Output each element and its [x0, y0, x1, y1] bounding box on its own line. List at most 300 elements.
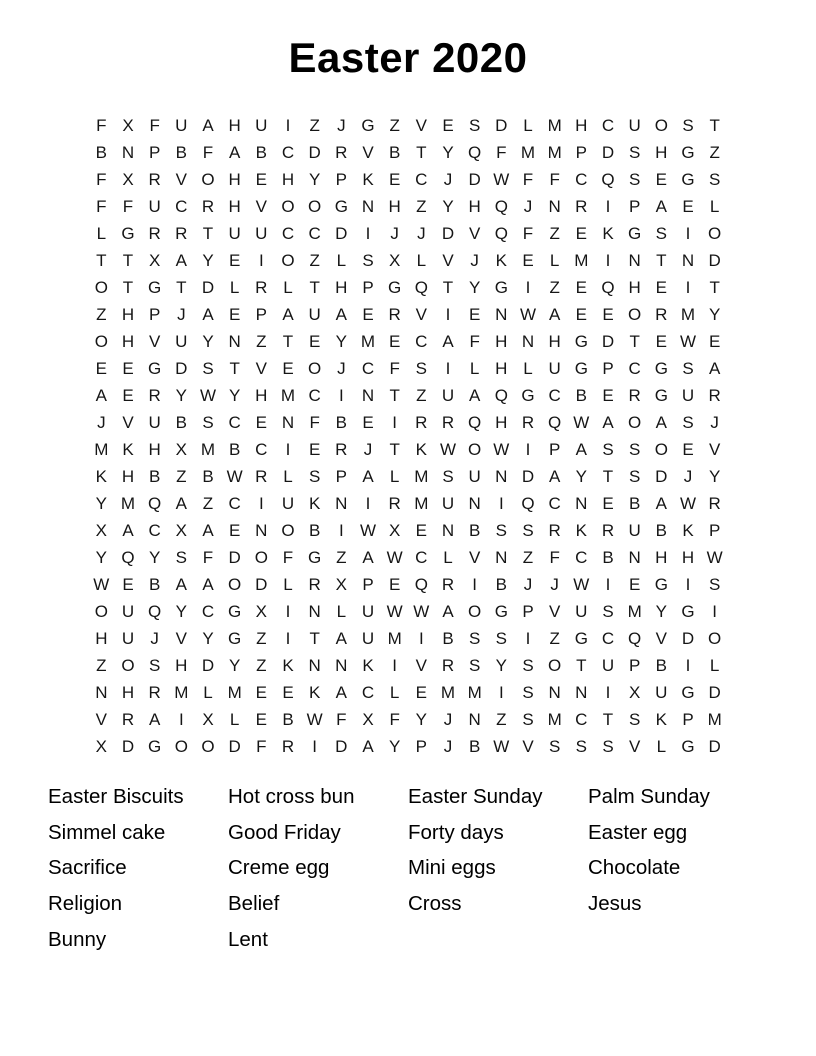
grid-letter: J: [523, 574, 533, 594]
grid-letter: T: [202, 223, 214, 243]
grid-letter: E: [602, 493, 614, 513]
grid-letter: N: [228, 331, 241, 351]
grid-letter: E: [282, 358, 294, 378]
grid-letter: R: [708, 385, 721, 405]
grid-letter: E: [682, 439, 694, 459]
grid-letter: Y: [335, 331, 347, 351]
grid-letter: I: [525, 439, 531, 459]
grid-letter: H: [681, 547, 695, 567]
grid-letter: I: [712, 601, 718, 621]
grid-letter: F: [522, 223, 534, 243]
word-list-item: Easter Biscuits: [48, 785, 184, 808]
grid-letter: I: [285, 115, 291, 135]
grid-letter: F: [282, 547, 294, 567]
grid-letter: A: [202, 115, 214, 135]
grid-letter: W: [386, 601, 403, 621]
grid-letter: E: [255, 709, 267, 729]
grid-letter: M: [227, 682, 242, 702]
grid-letter: X: [122, 169, 134, 189]
grid-letter: H: [121, 466, 135, 486]
grid-letter: N: [441, 520, 455, 540]
grid-letter: V: [95, 709, 107, 729]
grid-letter: C: [175, 196, 188, 216]
grid-letter: F: [96, 169, 107, 189]
grid-letter: G: [148, 358, 162, 378]
grid-letter: S: [495, 520, 507, 540]
grid-letter: B: [628, 493, 641, 513]
grid-letter: K: [122, 439, 134, 459]
grid-letter: O: [708, 628, 722, 648]
word-list-item: Jesus: [588, 892, 642, 916]
grid-letter: M: [174, 682, 189, 702]
grid-letter: N: [495, 466, 508, 486]
grid-letter: I: [472, 574, 478, 594]
grid-letter: B: [95, 142, 107, 162]
grid-letter: U: [441, 493, 455, 513]
grid-letter: Z: [336, 547, 347, 567]
grid-letter: Y: [495, 655, 507, 675]
grid-letter: E: [602, 385, 614, 405]
grid-letter: K: [362, 655, 374, 675]
word-list-column: [228, 779, 408, 958]
grid-letter: E: [228, 304, 241, 324]
grid-letter: S: [602, 439, 614, 459]
grid-letter: U: [308, 304, 321, 324]
grid-letter: E: [442, 115, 454, 135]
grid-letter: H: [468, 196, 481, 216]
grid-letter: S: [708, 169, 721, 189]
grid-letter: G: [681, 682, 695, 702]
grid-letter: C: [255, 439, 268, 459]
grid-letter: L: [283, 277, 293, 297]
grid-letter: U: [575, 601, 588, 621]
grid-letter: D: [228, 736, 241, 756]
grid-letter: X: [95, 736, 107, 756]
letter-grid: [88, 112, 728, 760]
grid-letter: M: [547, 115, 562, 135]
grid-letter: J: [710, 412, 719, 432]
grid-letter: L: [709, 655, 720, 675]
grid-letter: K: [495, 250, 507, 270]
grid-letter: E: [628, 574, 641, 594]
grid-letter: A: [655, 196, 667, 216]
grid-letter: W: [93, 574, 110, 594]
grid-letter: S: [682, 115, 694, 135]
grid-letter: W: [493, 169, 510, 189]
grid-letter: G: [121, 223, 135, 243]
grid-letter: A: [362, 736, 374, 756]
grid-letter: U: [281, 493, 295, 513]
grid-letter: N: [361, 385, 375, 405]
grid-letter: P: [682, 709, 694, 729]
grid-letter: R: [388, 493, 401, 513]
grid-letter: N: [281, 412, 295, 432]
grid-letter: K: [682, 520, 694, 540]
grid-letter: N: [308, 655, 321, 675]
grid-letter: Z: [389, 115, 400, 135]
grid-letter: H: [255, 385, 268, 405]
grid-letter: F: [496, 142, 507, 162]
grid-letter: Y: [415, 709, 427, 729]
grid-letter: A: [602, 412, 614, 432]
grid-letter: A: [708, 358, 721, 378]
grid-letter: N: [468, 493, 481, 513]
grid-letter: C: [361, 682, 375, 702]
grid-letter: T: [122, 277, 134, 297]
grid-letter: G: [521, 385, 535, 405]
grid-letter: H: [121, 331, 135, 351]
grid-letter: M: [360, 331, 376, 351]
grid-letter: A: [548, 304, 561, 324]
grid-letter: S: [468, 628, 481, 648]
grid-letter: E: [95, 358, 107, 378]
grid-letter: L: [336, 601, 347, 621]
grid-letter: B: [282, 709, 294, 729]
grid-letter: A: [548, 466, 561, 486]
grid-letter: S: [202, 412, 214, 432]
grid-letter: F: [256, 736, 267, 756]
grid-letter: F: [202, 547, 214, 567]
grid-letter: H: [148, 439, 161, 459]
grid-letter: F: [309, 412, 320, 432]
grid-letter: Z: [256, 331, 267, 351]
grid-letter: Q: [601, 169, 615, 189]
grid-letter: R: [121, 709, 135, 729]
grid-letter: U: [148, 196, 161, 216]
grid-letter: E: [708, 331, 721, 351]
grid-letter: I: [285, 628, 291, 648]
grid-letter: C: [148, 520, 161, 540]
grid-letter: I: [178, 709, 184, 729]
grid-letter: I: [685, 655, 691, 675]
grid-letter: V: [468, 223, 481, 243]
grid-letter: H: [655, 547, 668, 567]
grid-letter: S: [468, 115, 481, 135]
grid-letter: F: [149, 115, 160, 135]
grid-letter: O: [94, 277, 108, 297]
grid-letter: E: [522, 250, 534, 270]
grid-letter: R: [388, 304, 401, 324]
grid-letter: G: [494, 601, 508, 621]
grid-letter: E: [228, 520, 241, 540]
grid-letter: J: [390, 223, 399, 243]
grid-letter: Z: [709, 142, 720, 162]
grid-letter: V: [148, 331, 161, 351]
grid-letter: I: [605, 574, 611, 594]
grid-letter: I: [445, 358, 451, 378]
grid-letter: K: [308, 682, 321, 702]
grid-letter: E: [308, 439, 321, 459]
grid-letter: I: [338, 520, 344, 540]
grid-letter: L: [443, 547, 453, 567]
grid-letter: P: [575, 142, 587, 162]
grid-letter: G: [148, 277, 162, 297]
grid-letter: H: [228, 115, 241, 135]
grid-letter: Y: [95, 493, 107, 513]
grid-letter: S: [308, 466, 321, 486]
grid-letter: D: [708, 250, 721, 270]
grid-letter: Q: [468, 412, 482, 432]
grid-letter: C: [201, 601, 215, 621]
grid-letter: C: [601, 115, 615, 135]
grid-letter: T: [122, 250, 134, 270]
grid-letter: I: [605, 196, 611, 216]
grid-letter: R: [148, 385, 161, 405]
grid-letter: X: [255, 601, 267, 621]
grid-letter: Q: [628, 628, 642, 648]
grid-letter: G: [308, 547, 322, 567]
grid-letter: R: [601, 520, 615, 540]
grid-letter: X: [362, 709, 374, 729]
grid-letter: U: [548, 358, 561, 378]
grid-letter: E: [468, 304, 481, 324]
grid-letter: J: [683, 466, 693, 486]
grid-letter: E: [388, 574, 401, 594]
grid-letter: U: [175, 331, 188, 351]
grid-letter: O: [281, 196, 295, 216]
grid-letter: V: [255, 196, 267, 216]
grid-letter: J: [443, 169, 453, 189]
grid-letter: I: [312, 736, 318, 756]
grid-letter: B: [575, 385, 587, 405]
grid-letter: V: [122, 412, 134, 432]
grid-letter: O: [121, 655, 135, 675]
grid-letter: E: [255, 412, 267, 432]
grid-letter: I: [498, 682, 504, 702]
grid-letter: I: [365, 223, 371, 243]
grid-letter: C: [228, 412, 241, 432]
grid-letter: R: [281, 736, 295, 756]
grid-letter: N: [308, 601, 321, 621]
grid-letter: C: [575, 169, 588, 189]
grid-letter: R: [655, 304, 668, 324]
grid-letter: S: [708, 574, 721, 594]
grid-letter: B: [468, 520, 481, 540]
grid-letter: H: [548, 331, 561, 351]
grid-letter: E: [122, 358, 134, 378]
grid-letter: O: [281, 520, 295, 540]
grid-letter: G: [494, 277, 508, 297]
grid-letter: S: [575, 736, 587, 756]
grid-letter: I: [392, 655, 398, 675]
grid-letter: A: [335, 628, 347, 648]
word-list-item: Sacrifice: [48, 856, 127, 880]
grid-letter: B: [148, 574, 161, 594]
grid-letter: U: [628, 520, 641, 540]
grid-letter: V: [255, 358, 267, 378]
grid-letter: B: [602, 547, 614, 567]
grid-letter: R: [441, 412, 455, 432]
grid-letter: P: [362, 277, 374, 297]
grid-letter: R: [308, 574, 321, 594]
grid-letter: R: [148, 169, 161, 189]
grid-letter: B: [335, 412, 347, 432]
grid-letter: L: [523, 115, 533, 135]
grid-letter: Q: [414, 277, 428, 297]
grid-letter: Y: [202, 331, 214, 351]
grid-letter: G: [681, 601, 695, 621]
grid-letter: D: [468, 169, 481, 189]
grid-letter: Z: [496, 709, 507, 729]
grid-letter: Y: [202, 250, 214, 270]
grid-letter: M: [574, 250, 589, 270]
grid-letter: S: [628, 142, 641, 162]
grid-letter: L: [203, 682, 213, 702]
grid-letter: W: [439, 439, 457, 459]
grid-letter: O: [308, 358, 322, 378]
grid-letter: P: [148, 142, 161, 162]
grid-letter: X: [388, 250, 401, 270]
grid-letter: H: [95, 628, 108, 648]
grid-letter: N: [628, 547, 641, 567]
grid-letter: I: [525, 628, 531, 648]
grid-letter: E: [602, 304, 614, 324]
grid-letter: Z: [176, 466, 187, 486]
grid-letter: F: [469, 331, 480, 351]
grid-letter: F: [202, 142, 214, 162]
grid-letter: B: [655, 655, 667, 675]
grid-letter: O: [281, 250, 295, 270]
grid-letter: L: [389, 682, 400, 702]
grid-letter: A: [175, 574, 187, 594]
grid-letter: X: [122, 115, 134, 135]
grid-letter: A: [282, 304, 294, 324]
grid-letter: L: [336, 250, 347, 270]
grid-letter: B: [388, 142, 401, 162]
grid-letter: S: [655, 223, 667, 243]
word-list-item: Forty days: [408, 820, 504, 844]
grid-letter: Y: [442, 196, 454, 216]
grid-letter: L: [96, 223, 107, 243]
grid-letter: T: [229, 358, 240, 378]
grid-letter: T: [602, 466, 614, 486]
grid-letter: Q: [494, 223, 508, 243]
grid-letter: F: [549, 169, 560, 189]
grid-letter: N: [468, 709, 481, 729]
grid-letter: C: [228, 493, 241, 513]
grid-letter: D: [521, 466, 535, 486]
grid-letter: V: [468, 547, 481, 567]
grid-letter: T: [389, 385, 400, 405]
grid-letter: J: [417, 223, 426, 243]
grid-letter: W: [386, 547, 403, 567]
grid-letter: J: [550, 574, 559, 594]
grid-letter: R: [441, 574, 455, 594]
grid-letter: V: [175, 628, 187, 648]
grid-letter: U: [228, 223, 241, 243]
grid-letter: M: [414, 493, 429, 513]
grid-letter: I: [258, 493, 264, 513]
grid-letter: C: [415, 169, 428, 189]
grid-letter: R: [548, 520, 561, 540]
grid-letter: F: [389, 358, 400, 378]
word-list-column: [408, 779, 588, 958]
grid-letter: Q: [468, 142, 482, 162]
grid-letter: B: [175, 412, 187, 432]
grid-letter: X: [202, 709, 214, 729]
grid-letter: J: [177, 304, 186, 324]
grid-letter: N: [255, 520, 268, 540]
grid-letter: O: [94, 601, 108, 621]
grid-letter: Z: [522, 547, 534, 567]
grid-letter: X: [388, 520, 401, 540]
grid-letter: Q: [521, 493, 535, 513]
grid-letter: Y: [655, 601, 667, 621]
grid-letter: P: [708, 520, 721, 540]
grid-letter: D: [335, 736, 348, 756]
grid-letter: D: [121, 736, 135, 756]
grid-letter: E: [255, 169, 267, 189]
grid-letter: A: [122, 520, 134, 540]
grid-letter: I: [605, 682, 611, 702]
grid-letter: A: [202, 520, 214, 540]
grid-letter: S: [628, 169, 641, 189]
grid-letter: A: [228, 142, 241, 162]
grid-letter: S: [682, 358, 694, 378]
grid-letter: M: [94, 439, 109, 459]
grid-letter: D: [308, 142, 321, 162]
grid-letter: O: [548, 655, 562, 675]
grid-letter: U: [441, 385, 455, 405]
grid-letter: I: [445, 304, 451, 324]
grid-letter: I: [685, 574, 691, 594]
grid-letter: H: [495, 331, 508, 351]
grid-letter: Q: [548, 412, 562, 432]
grid-letter: V: [628, 736, 641, 756]
grid-letter: U: [121, 601, 135, 621]
grid-letter: M: [627, 601, 642, 621]
grid-letter: E: [388, 169, 401, 189]
grid-letter: D: [601, 142, 615, 162]
grid-letter: V: [548, 601, 561, 621]
grid-letter: B: [655, 520, 667, 540]
grid-letter: O: [228, 574, 242, 594]
grid-letter: I: [258, 250, 264, 270]
grid-letter: N: [575, 493, 588, 513]
grid-letter: B: [495, 574, 507, 594]
word-list-item: Creme egg: [228, 856, 330, 880]
grid-letter: O: [174, 736, 188, 756]
grid-letter: S: [442, 466, 454, 486]
grid-letter: A: [655, 412, 667, 432]
grid-letter: Y: [175, 601, 187, 621]
grid-letter: X: [175, 520, 187, 540]
grid-letter: Z: [96, 304, 107, 324]
grid-letter: T: [442, 277, 454, 297]
grid-letter: A: [175, 493, 187, 513]
grid-letter: R: [575, 196, 588, 216]
grid-letter: O: [628, 304, 642, 324]
grid-letter: Y: [468, 277, 481, 297]
grid-letter: I: [392, 412, 398, 432]
grid-letter: S: [628, 439, 641, 459]
word-list-item: Bunny: [48, 927, 107, 951]
grid-letter: T: [576, 655, 587, 675]
grid-letter: N: [575, 682, 588, 702]
grid-letter: J: [443, 709, 453, 729]
grid-letter: J: [150, 628, 159, 648]
grid-letter: M: [440, 682, 456, 702]
grid-letter: A: [335, 682, 347, 702]
grid-letter: X: [95, 520, 107, 540]
grid-letter: W: [679, 493, 697, 513]
grid-letter: K: [415, 439, 427, 459]
grid-letter: V: [175, 169, 187, 189]
grid-letter: G: [681, 736, 695, 756]
grid-letter: D: [681, 628, 695, 648]
grid-letter: N: [548, 196, 561, 216]
grid-letter: L: [416, 250, 427, 270]
